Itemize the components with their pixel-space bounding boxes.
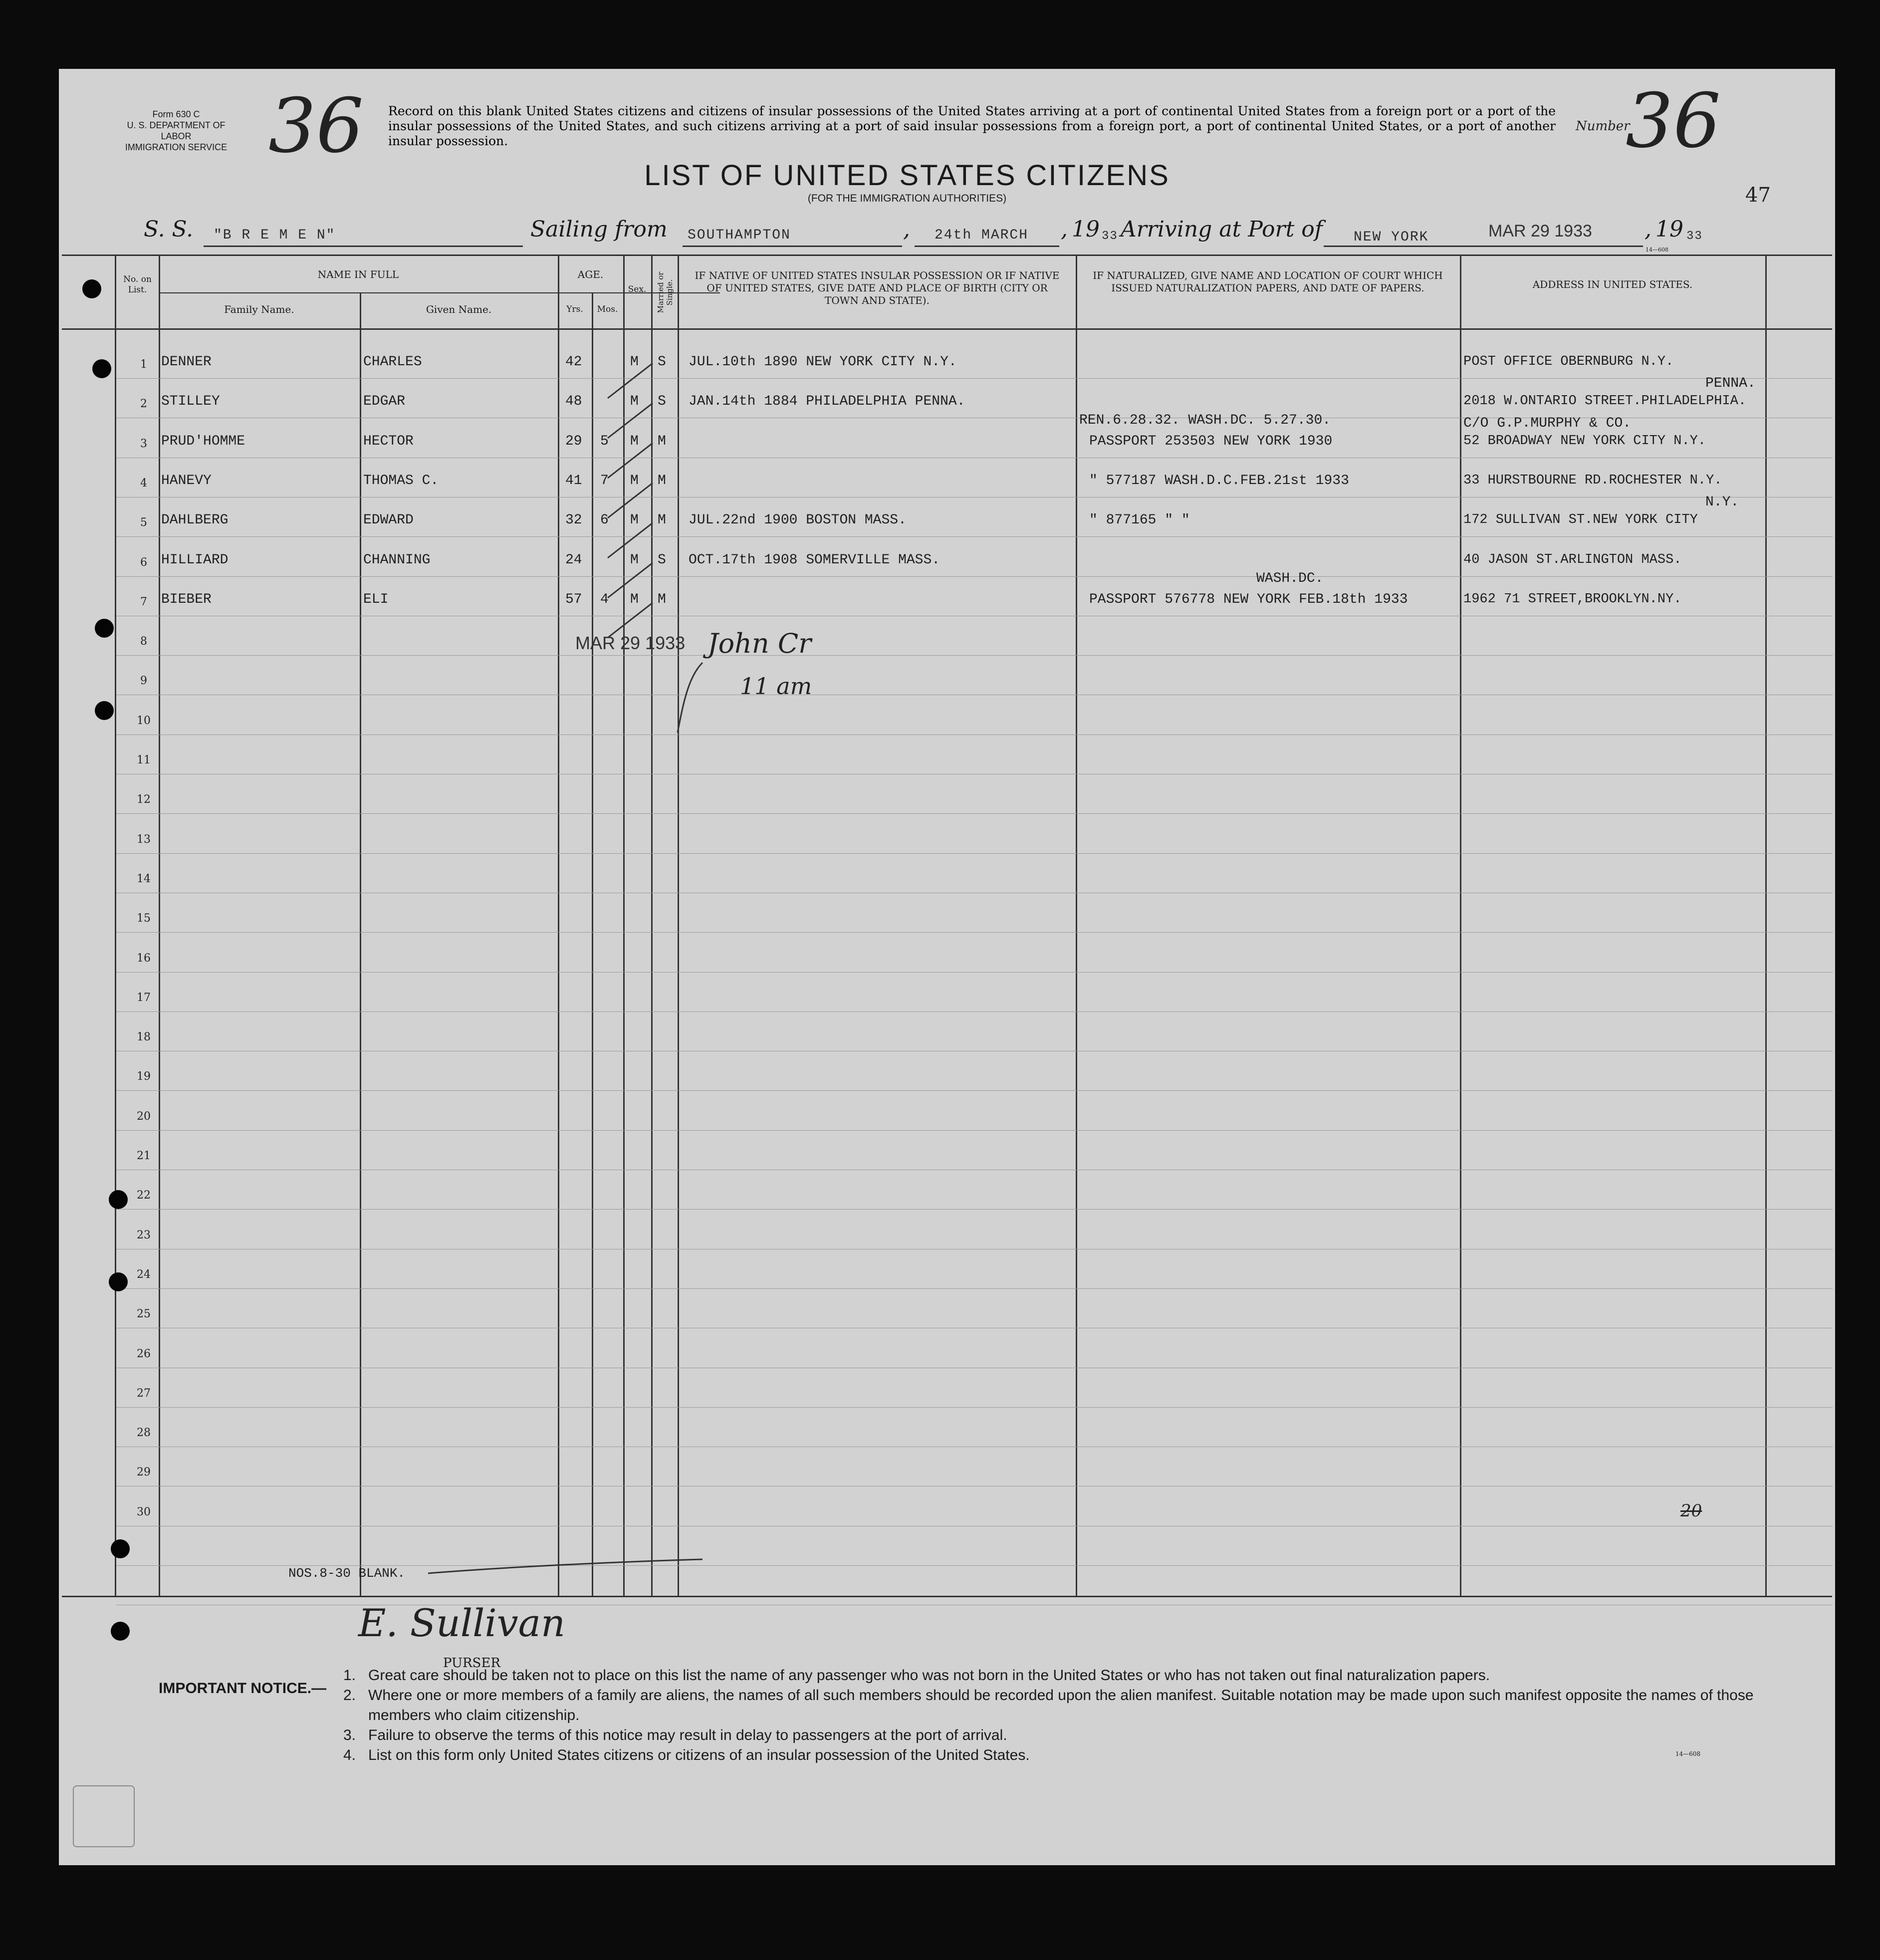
corner-tab xyxy=(73,1785,135,1847)
cell-nat: PASSPORT 253503 NEW YORK 1930 xyxy=(1089,433,1333,449)
sailing-date-field xyxy=(915,228,1059,247)
col-header-name-in-full: NAME IN FULL xyxy=(317,268,399,280)
col-header-yrs: Yrs. xyxy=(566,304,583,314)
cell-family: HILLIARD xyxy=(161,552,229,568)
cell-birth: JUL.22nd 1900 BOSTON MASS. xyxy=(689,512,907,528)
row-number: 8 xyxy=(140,635,147,648)
arrival-year-prefix: 19 xyxy=(1655,217,1683,242)
header-bottom-rule xyxy=(62,328,1832,330)
cell-addr: 1962 71 STREET,BROOKLYN.NY. xyxy=(1463,591,1682,607)
cell-yrs: 24 xyxy=(565,552,582,568)
row-number: 11 xyxy=(137,754,151,766)
inspector-time: 11 am xyxy=(740,673,812,700)
row-number: 12 xyxy=(137,793,151,806)
cell-ms: S xyxy=(658,552,666,568)
row-number: 10 xyxy=(137,714,151,727)
row-number: 9 xyxy=(140,675,147,688)
notice-item: 4. List on this form only United States citizens or citizens of an insular possession of the United States. xyxy=(343,1747,1030,1763)
service: IMMIGRATION SERVICE xyxy=(125,142,228,152)
cell-sex: M xyxy=(630,473,639,489)
col-header-age: AGE. xyxy=(577,268,604,280)
cell-given: EDGAR xyxy=(363,394,406,410)
cell-yrs: 57 xyxy=(565,591,582,607)
row-number: 16 xyxy=(137,952,151,965)
binder-hole xyxy=(92,359,111,378)
sailing-port: SOUTHAMPTON xyxy=(688,228,791,243)
ruled-line xyxy=(116,576,1833,577)
arriving-label: Arriving at Port of xyxy=(1121,217,1323,242)
row-number: 6 xyxy=(140,556,147,569)
cell-given: CHARLES xyxy=(363,354,422,370)
ruled-line xyxy=(116,536,1833,537)
inspection-stamp: MAR 29 1933 xyxy=(575,633,686,653)
ss-label: S. S. xyxy=(144,217,194,242)
row-number: 26 xyxy=(137,1347,151,1360)
cell-family: HANEVY xyxy=(161,473,212,489)
binder-hole xyxy=(82,279,101,298)
cell-nat: " 577187 WASH.D.C.FEB.21st 1933 xyxy=(1089,473,1349,489)
ruled-line xyxy=(116,1130,1833,1131)
sailing-date: 24th MARCH xyxy=(935,228,1029,243)
purser-label: PURSER xyxy=(443,1656,500,1671)
ruled-line xyxy=(116,932,1833,933)
binder-hole xyxy=(111,1622,130,1641)
sailing-port-field xyxy=(683,228,902,247)
col-header-native: IF NATIVE OF UNITED STATES INSULAR POSSESSION OR IF NATIVE OF UNITED STATES, GIVE DATE AND PLACE OF BIRTH (CITY OR TOWN AND STATE). xyxy=(695,269,1060,306)
cell-nat-above: WASH.DC. xyxy=(1256,570,1324,586)
cell-addr: 172 SULLIVAN ST.NEW YORK CITY xyxy=(1463,512,1698,528)
inspector-signature: John Cr xyxy=(707,628,812,659)
cell-ms: M xyxy=(658,473,666,489)
intro-text: Record on this blank United States citizens and citizens of insular possessions of the United States arriving at a port of continental United States from a foreign port or a port of the insular possessions of the United States, and such citizens arriving at a port of said insular possessions from a foreign port, a port of continental United States, or a port of another insular possession. xyxy=(388,104,1556,148)
row-number: 7 xyxy=(140,595,147,608)
notice-list xyxy=(343,1666,1785,1765)
cell-mos: 4 xyxy=(600,591,609,607)
cell-ms: M xyxy=(658,512,666,528)
row-number: 29 xyxy=(137,1466,151,1479)
manifest-sheet: Form 630 C U. S. DEPARTMENT OF LABOR IMMIGRATION SERVICE 36 Record on this blank United States citizens and citizens of insular possessions of the United States arriving at a port of continental United States from a foreign port or a port of the insular possessions of the United States, and such citizens arriving at a port of said insular possessions from a foreign port, a port of continental United States, or a port of another insular possession. Number 36 LIST OF UNITED STATES CITIZENS (FOR THE IMMIGRATION AUTHORITIES) 47 S. S. "B R E M E N" Sailing from SOUTHAMPTON , 24th MARCH , 19 33 Arriving at Port of NEW YORK MAR 29 1933 , 19 33 No. on List. NAME IN FULL Family Name. Given Name. AGE. Yrs. Mos. Sex. Married or Single. IF NATIVE OF UNITED STATES INSULAR POSSESSION OR IF NATIVE OF UNITED STATES, GIVE DATE AND PLACE OF BIRTH (CITY OR TOWN AND STATE). IF NATURALIZED, GIVE NAME AND LOCATION OF COURT WHICH ISSUED NATURALIZATION PAPERS, AND DATE OF PAPERS. ADDRESS IN UNITED STATES. 14—608 1 2 3 4 5 6 7 8 9 10 11 12 13 14 15 16 17 18 19 20 21 22 23 24 25 26 27 28 29 30 DENNER CHARLES 42 M S JUL.10th 1890 NEW YORK CITY N.Y. POST OFFICE OBERNBURG N.Y. STILLEY EDGAR 48 M S JAN.14th 1884 PHILADELPHIA PENNA. 2018 W.ONTARIO STREET.PHILADELPHIA. PENNA. PRUD'HOMME HECTOR 29 5 M M PASSPORT 253503 NEW YORK 1930 52 BROADWAY NEW YORK CITY N.Y. REN.6.28.32. WASH.DC. 5.27.30. C/O G.P.MURPHY & CO. HANEVY THOMAS C. 41 7 M M " 577187 WASH.D.C.FEB.21st 1933 33 HURSTBOURNE RD.ROCHESTER N.Y. DAHLBERG EDWARD 32 6 M M JUL.22nd 1900 BOSTON MASS. " 877165 " " 172 SULLIVAN ST.NEW YORK CITY N.Y. HILLIARD CHANNING 24 M S OCT.17th 1908 SOMERVILLE MASS. 40 JASON ST.ARLINGTON MASS. BIEBER ELI 57 4 M M PASSPORT 576778 NEW YORK FEB.18th 1933 1962 71 STREET,BROOKLYN.NY. WASH.DC. MAR 29 1933 John Cr 11 am NOS.8-30 BLANK. 20 E. Sullivan PURSER IMPORTANT NOTICE.— 1. Great care should be taken not to place on this list the name of any passenger who was not born in the United States or who has not taken out final naturalization papers. 2. Where one or more members of a family are aliens, the names of all such members should be recorded upon the alien manifest. Suitable notation may be made upon such manifest opposite the names of those members who claim citizenship. 3. Failure to observe the terms of this notice may result in delay to passengers at the port of arrival. 4. List on this form only United States citizens or citizens of an insular possession of the United States. 14—608 xyxy=(59,69,1835,1865)
notice-item: 1. Great care should be taken not to place on this list the name of any passenger who was not born in the United States or who has not taken out final naturalization papers. xyxy=(343,1667,1490,1684)
row-number: 27 xyxy=(137,1387,151,1400)
cell-family: STILLEY xyxy=(161,394,220,410)
col-header-family: Family Name. xyxy=(224,303,294,315)
cell-mos: 5 xyxy=(600,433,609,449)
row-number: 30 xyxy=(137,1505,151,1518)
col-header-given: Given Name. xyxy=(426,303,492,315)
blank-note: NOS.8-30 BLANK. xyxy=(288,1566,406,1581)
sailing-year-prefix: 19 xyxy=(1072,217,1100,242)
cell-given: THOMAS C. xyxy=(363,473,439,489)
cell-addr-above: N.Y. xyxy=(1705,494,1739,510)
ruled-line xyxy=(116,1407,1833,1408)
cell-sex: M xyxy=(630,433,639,449)
ship-field xyxy=(204,228,523,247)
cell-yrs: 32 xyxy=(565,512,582,528)
row-number: 3 xyxy=(140,437,147,450)
ship-name: "B R E M E N" xyxy=(214,228,336,243)
inspector-flourish xyxy=(673,658,712,737)
ruled-line xyxy=(116,378,1833,379)
row-number: 21 xyxy=(137,1150,151,1162)
col-header-naturalized: IF NATURALIZED, GIVE NAME AND LOCATION OF COURT WHICH ISSUED NATURALIZATION PAPERS, AND DATE OF PAPERS. xyxy=(1093,269,1443,294)
check-marks xyxy=(598,353,668,663)
department: U. S. DEPARTMENT OF LABOR xyxy=(127,120,226,141)
page-subtitle: (FOR THE IMMIGRATION AUTHORITIES) xyxy=(807,193,1007,204)
handwritten-list-number: 36 xyxy=(268,83,364,170)
cell-sex: M xyxy=(630,512,639,528)
row-number: 20 xyxy=(137,1110,151,1123)
cell-addr: 52 BROADWAY NEW YORK CITY N.Y. xyxy=(1463,433,1706,449)
cell-sex: M xyxy=(630,552,639,568)
binder-hole xyxy=(95,619,114,638)
cell-ms: M xyxy=(658,591,666,607)
cell-addr: 40 JASON ST.ARLINGTON MASS. xyxy=(1463,552,1682,567)
row-number: 1 xyxy=(140,358,147,371)
row-number: 5 xyxy=(140,516,147,529)
cell-family: PRUD'HOMME xyxy=(161,433,245,449)
cell-addr-above: C/O G.P.MURPHY & CO. xyxy=(1463,415,1632,431)
cell-ms: M xyxy=(658,433,666,449)
ruled-line xyxy=(116,972,1833,973)
cell-mos: 7 xyxy=(600,473,609,489)
ruled-line xyxy=(116,1209,1833,1210)
binder-hole xyxy=(109,1272,128,1291)
cell-yrs: 48 xyxy=(565,394,582,410)
cell-sex: M xyxy=(630,354,639,370)
cell-family: BIEBER xyxy=(161,591,212,607)
arrival-year: 33 xyxy=(1686,230,1703,243)
row-number: 4 xyxy=(140,477,147,490)
row-number: 18 xyxy=(137,1031,151,1044)
table-bottom-rule xyxy=(62,1596,1832,1597)
cell-given: HECTOR xyxy=(363,433,414,449)
table-top-rule xyxy=(62,254,1832,256)
printer-note: 14—608 xyxy=(1645,246,1668,253)
cell-given: CHANNING xyxy=(363,552,431,568)
row-number: 17 xyxy=(137,991,151,1004)
cell-ms: S xyxy=(658,394,666,410)
cell-given: EDWARD xyxy=(363,512,414,528)
col-header-address: ADDRESS IN UNITED STATES. xyxy=(1532,278,1693,290)
cell-family: DAHLBERG xyxy=(161,512,229,528)
handwritten-number: 36 xyxy=(1626,78,1721,165)
col-header-married: Married or Single. xyxy=(656,271,674,313)
row-number: 2 xyxy=(140,398,147,411)
cell-addr: POST OFFICE OBERNBURG N.Y. xyxy=(1463,354,1674,369)
ruled-line xyxy=(116,813,1833,814)
form-code: 14—608 xyxy=(1675,1750,1701,1757)
binder-hole xyxy=(109,1190,128,1209)
row-number: 25 xyxy=(137,1308,151,1321)
number-label: Number xyxy=(1576,119,1630,134)
row-number: 14 xyxy=(137,872,151,885)
cell-birth: OCT.17th 1908 SOMERVILLE MASS. xyxy=(689,552,940,568)
binder-hole xyxy=(95,701,114,720)
arrival-port: NEW YORK xyxy=(1354,230,1429,245)
ruled-line xyxy=(116,853,1833,854)
row-number: 23 xyxy=(137,1228,151,1241)
cell-sex: M xyxy=(630,591,639,607)
ruled-line xyxy=(116,1288,1833,1289)
cell-nat-above: REN.6.28.32. WASH.DC. 5.27.30. xyxy=(1079,412,1331,428)
page-number: 47 xyxy=(1745,184,1771,207)
cell-birth: JUL.10th 1890 NEW YORK CITY N.Y. xyxy=(689,354,957,370)
corner-mark: 20 xyxy=(1680,1501,1702,1521)
ruled-line xyxy=(116,1090,1833,1091)
notice-heading: IMPORTANT NOTICE.— xyxy=(159,1680,327,1697)
cell-nat: " 877165 " " xyxy=(1089,512,1190,528)
row-number: 28 xyxy=(137,1427,151,1440)
arrival-port-field xyxy=(1324,222,1643,247)
cell-given: ELI xyxy=(363,591,389,607)
form-id-block xyxy=(119,109,234,153)
col-header-sex: Sex. xyxy=(628,284,647,294)
notice-item: 3. Failure to observe the terms of this notice may result in delay to passengers at the port of arrival. xyxy=(343,1727,1007,1743)
cell-family: DENNER xyxy=(161,354,212,370)
purser-signature: E. Sullivan xyxy=(358,1601,565,1645)
arrival-date-stamp: MAR 29 1933 xyxy=(1488,222,1592,241)
page-title: LIST OF UNITED STATES CITIZENS xyxy=(644,159,1170,192)
cell-sex: M xyxy=(630,394,639,410)
ruled-line xyxy=(116,655,1833,656)
cell-addr: 33 HURSTBOURNE RD.ROCHESTER N.Y. xyxy=(1463,473,1722,488)
row-number: 15 xyxy=(137,912,151,925)
ruled-line xyxy=(116,1011,1833,1012)
row-number: 13 xyxy=(137,833,151,846)
cell-addr: 2018 W.ONTARIO STREET.PHILADELPHIA. xyxy=(1463,394,1747,409)
col-header-mos: Mos. xyxy=(597,304,618,314)
blank-note-line xyxy=(428,1558,707,1578)
cell-nat: PASSPORT 576778 NEW YORK FEB.18th 1933 xyxy=(1089,591,1408,607)
sailing-year: 33 xyxy=(1102,230,1118,243)
notice-item: 2. Where one or more members of a family are aliens, the names of all such members should be recorded upon the alien manifest. Suitable notation may be made upon such manifest opposite the names of those members who claim citizenship. xyxy=(343,1687,1754,1723)
sailing-label: Sailing from xyxy=(530,217,668,242)
cell-mos: 6 xyxy=(600,512,609,528)
cell-addr-above: PENNA. xyxy=(1705,376,1756,392)
cell-ms: S xyxy=(658,354,666,370)
cell-yrs: 41 xyxy=(565,473,582,489)
col-header-no: No. on List. xyxy=(123,274,152,295)
cell-yrs: 29 xyxy=(565,433,582,449)
row-number: 22 xyxy=(137,1189,151,1202)
binder-hole xyxy=(111,1539,130,1558)
cell-yrs: 42 xyxy=(565,354,582,370)
row-number: 19 xyxy=(137,1070,151,1083)
cell-birth: JAN.14th 1884 PHILADELPHIA PENNA. xyxy=(689,394,965,410)
row-number: 24 xyxy=(137,1268,151,1281)
form-number: Form 630 C xyxy=(152,109,200,119)
